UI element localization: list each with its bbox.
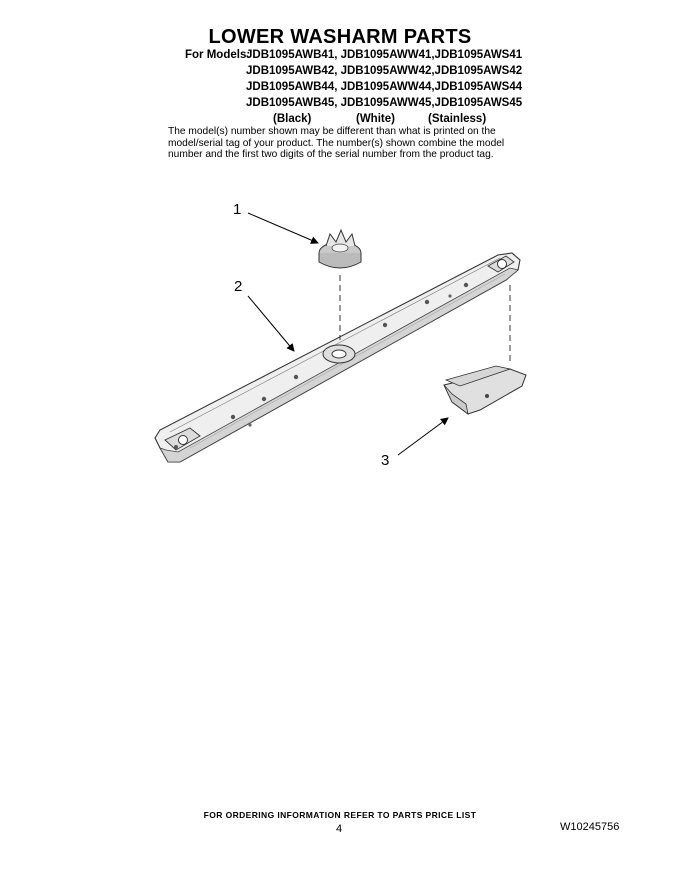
color-label-black: (Black) (273, 113, 312, 125)
spray-hole (262, 397, 266, 401)
callout-2: 2 (234, 278, 243, 295)
ordering-info: FOR ORDERING INFORMATION REFER TO PARTS PRICE LIST (203, 810, 477, 820)
model-number-note: The model(s) number shown may be different than what is printed on the model/serial tag of your product. The number(s) shown combine the model number and the first two digits of the serial number from the product tag. (168, 126, 505, 161)
wash-arm (155, 253, 520, 462)
page-title: LOWER WASHARM PARTS (208, 26, 472, 48)
callout-3: 3 (381, 452, 390, 469)
callout-1: 1 (233, 201, 242, 218)
color-label-stainless: (Stainless) (428, 113, 487, 125)
model-row: JDB1095AWB41, JDB1095AWW41,JDB1095AWS41 (246, 49, 523, 61)
leader-arrow-3 (398, 418, 448, 455)
page-number: 4 (336, 823, 343, 835)
spray-hole (231, 415, 235, 419)
spray-hole (383, 323, 387, 327)
models-label: For Models: (185, 49, 251, 61)
washarm-bracket (444, 366, 526, 414)
document-number: W10245756 (560, 821, 620, 833)
spray-hole (464, 283, 468, 287)
spray-hole (294, 375, 298, 379)
leader-arrow-2 (248, 296, 294, 351)
leader-arrow-1 (248, 213, 318, 243)
model-row: JDB1095AWB45, JDB1095AWW45,JDB1095AWS45 (246, 97, 523, 109)
hub-nut (319, 230, 361, 268)
spray-hole (425, 300, 429, 304)
model-row: JDB1095AWB44, JDB1095AWW44,JDB1095AWS44 (246, 81, 523, 93)
model-row: JDB1095AWB42, JDB1095AWW42,JDB1095AWS42 (246, 65, 523, 77)
color-label-white: (White) (356, 113, 395, 125)
